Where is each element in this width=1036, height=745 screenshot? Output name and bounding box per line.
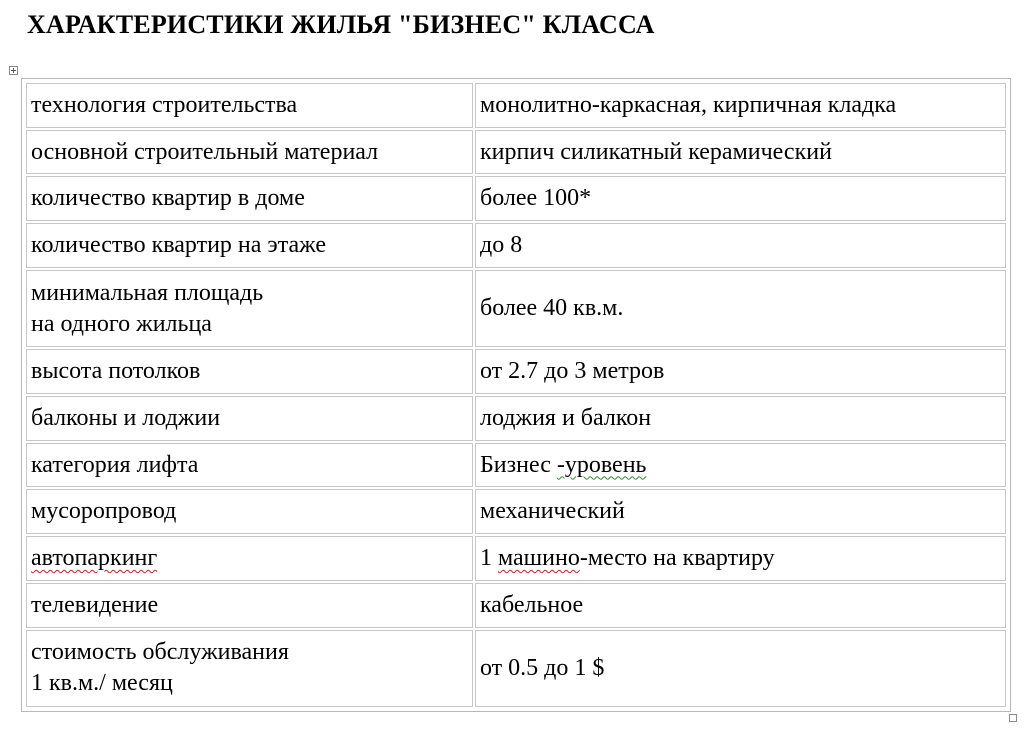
spellcheck-marked-word: машино [498,545,580,572]
row-label: телевидение [26,583,473,628]
row-value [475,536,1006,581]
row-value: лоджия и балкон [475,396,1006,441]
row-label: высота потолков [26,349,473,394]
row-label [26,630,473,707]
table-move-handle-icon[interactable] [9,66,18,75]
row-value: механический [475,489,1006,534]
table-resize-handle-icon[interactable] [1009,714,1017,722]
row-label-line-1: минимальная площадь [31,279,264,306]
row-value [475,443,1006,488]
value-prefix: 1 [480,545,492,572]
table-row [26,349,1006,394]
table-row [26,83,1006,128]
row-label: основной строительный материал [26,130,473,175]
characteristics-table [24,81,1008,709]
row-label: мусоропровод [26,489,473,534]
row-label: балконы и лоджии [26,396,473,441]
row-label [26,536,473,581]
row-value: монолитно-каркасная, кирпичная кладка [475,83,1006,128]
document-title: ХАРАКТЕРИСТИКИ ЖИЛЬЯ "БИЗНЕС" КЛАССА [27,10,655,39]
value-suffix: -место на квартиру [579,545,775,572]
row-label-line-2: 1 кв.м./ месяц [31,670,173,697]
row-label-line-2: на одного жильца [31,310,212,337]
table-row [26,443,1006,488]
row-label: категория лифта [26,443,473,488]
table-row [26,130,1006,175]
table-row [26,396,1006,441]
row-label: количество квартир в доме [26,176,473,221]
table-row [26,489,1006,534]
table-row [26,630,1006,707]
table-row [26,536,1006,581]
table-row [26,223,1006,268]
table-row [26,270,1006,347]
table-row [26,583,1006,628]
table-row [26,176,1006,221]
row-value: более 100* [475,176,1006,221]
value-word: Бизнес [480,451,551,478]
spellcheck-marked-word: автопаркинг [31,545,158,572]
row-value: более 40 кв.м. [475,270,1006,347]
row-value: кабельное [475,583,1006,628]
grammar-marked-word: -уровень [556,451,647,478]
row-value: от 2.7 до 3 метров [475,349,1006,394]
row-label-line-1: стоимость обслуживания [31,639,289,666]
characteristics-table-frame [21,78,1011,712]
row-label [26,270,473,347]
row-label: количество квартир на этаже [26,223,473,268]
row-value: до 8 [475,223,1006,268]
row-value: кирпич силикатный керамический [475,130,1006,175]
row-label: технология строительства [26,83,473,128]
row-value: от 0.5 до 1 $ [475,630,1006,707]
